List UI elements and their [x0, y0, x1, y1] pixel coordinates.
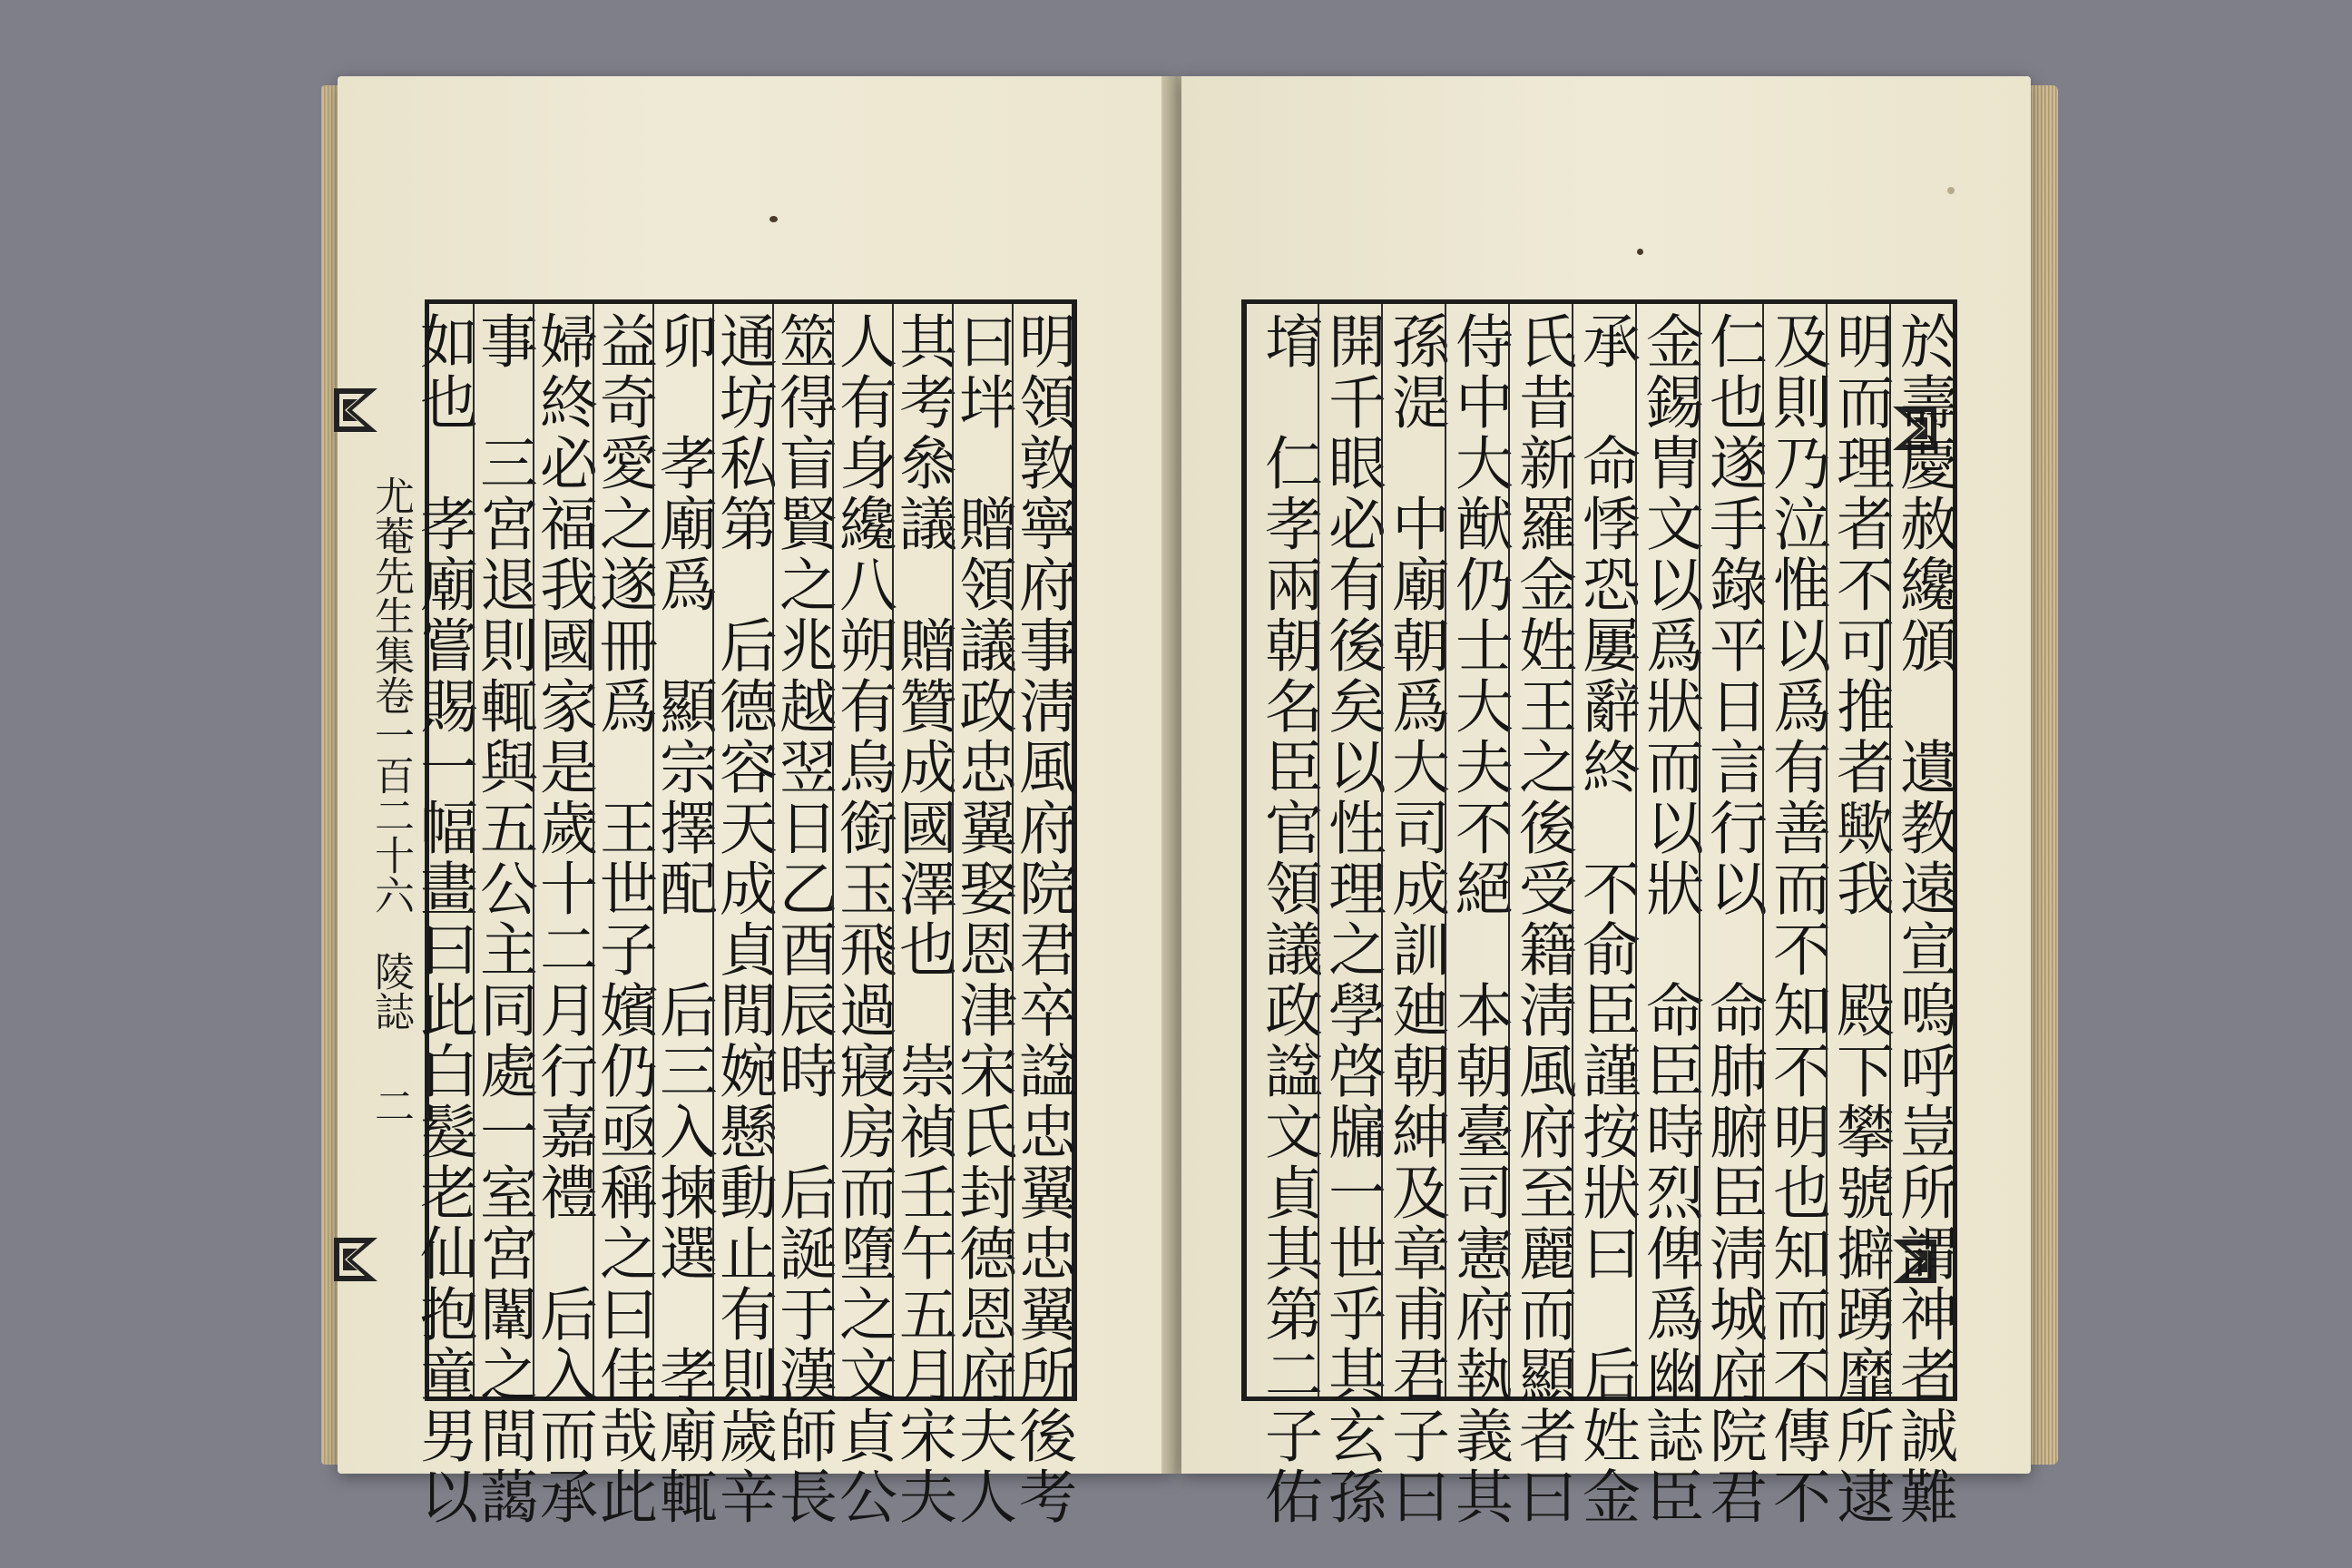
text-column: 明而理者不可推者歟我 殿下攀號擗踴靡所逮	[1826, 304, 1889, 1396]
paper-spot	[1637, 249, 1643, 255]
text-column: 如也 孝廟嘗賜一幅畫曰此白髮老仙抱童男以	[410, 311, 477, 1527]
text-column: 開千眼必有後矣以性理之學啓牖一世乎其玄孫	[1318, 304, 1381, 1396]
text-column: 明領敦寧府事淸風府院君卒諡忠翼忠翼所後考	[1012, 304, 1072, 1396]
center-column	[365, 475, 416, 1383]
text-column: 堉 仁孝兩朝名臣官領議政諡文貞其第二子佑	[1255, 311, 1322, 1527]
left-text-frame	[410, 299, 1077, 1527]
text-column: 益奇愛之遂冊爲 王世子嬪仍亟稱之曰佳哉此	[593, 304, 652, 1396]
text-column: 仁也遂手錄平日言行以 命肺腑臣淸城府院君	[1699, 304, 1762, 1396]
left-page	[338, 76, 1172, 1527]
right-page	[1181, 76, 2031, 1527]
collection-title: 尤菴先生集卷一百二十六	[368, 475, 414, 915]
text-column: 孫湜 中廟朝爲大司成訓廸朝紳及章甫君子曰	[1381, 304, 1445, 1396]
text-column: 及則乃泣惟以爲有善而不知不明也知而不傳不	[1762, 304, 1826, 1396]
text-column: 人有身纔八朔有烏銜玉飛過寢房而墮之文貞公	[832, 304, 892, 1396]
text-column: 其考叅議 贈贊成國澤也 崇禎壬午五月宋夫	[892, 304, 952, 1396]
right-text-frame	[1241, 299, 1957, 1527]
text-column: 通坊私第 后德容天成貞閒婉懸動止有則歲辛	[712, 304, 772, 1396]
text-column: 金錫胄文以爲狀而以狀 命臣時烈俾爲幽誌臣	[1635, 304, 1699, 1396]
text-column: 侍中大猷仍士大夫不絕 本朝臺司憲府執義其	[1445, 304, 1508, 1396]
text-column: 於壽慶赦纔頒 遺教遠宣嗚呼豈所謂神者誠難	[1889, 304, 1953, 1396]
text-column: 氏昔新羅金姓王之後受籍淸風府至麗而顯者曰	[1508, 304, 1572, 1396]
text-column: 事 三宮退則輒與五公主同處一室宮闈之間藹	[473, 304, 533, 1396]
fish-tail-ornament-top	[334, 385, 381, 436]
text-column: 筮得盲賢之兆越翌日乙酉辰時 后誕于漢師長	[772, 304, 832, 1396]
text-column: 婦終必福我國家是歲十二月行嘉禮 后入而承	[533, 304, 593, 1396]
open-book	[338, 76, 2031, 1527]
section-label: 陵誌	[368, 951, 414, 1031]
paper-spot	[769, 216, 778, 222]
text-column: 曰坢 贈領議政忠翼娶恩津宋氏封德恩府夫人	[952, 304, 1012, 1396]
text-column: 承 命悸恐屢辭終 不俞臣謹按狀曰 后姓金	[1572, 304, 1635, 1396]
page-number: 二	[368, 1085, 414, 1125]
text-column: 卯 孝廟爲 顯宗擇配 后三入揀選 孝廟輒	[652, 304, 712, 1396]
page-edges-right	[2027, 85, 2058, 1465]
paper-spot	[1947, 187, 1955, 194]
